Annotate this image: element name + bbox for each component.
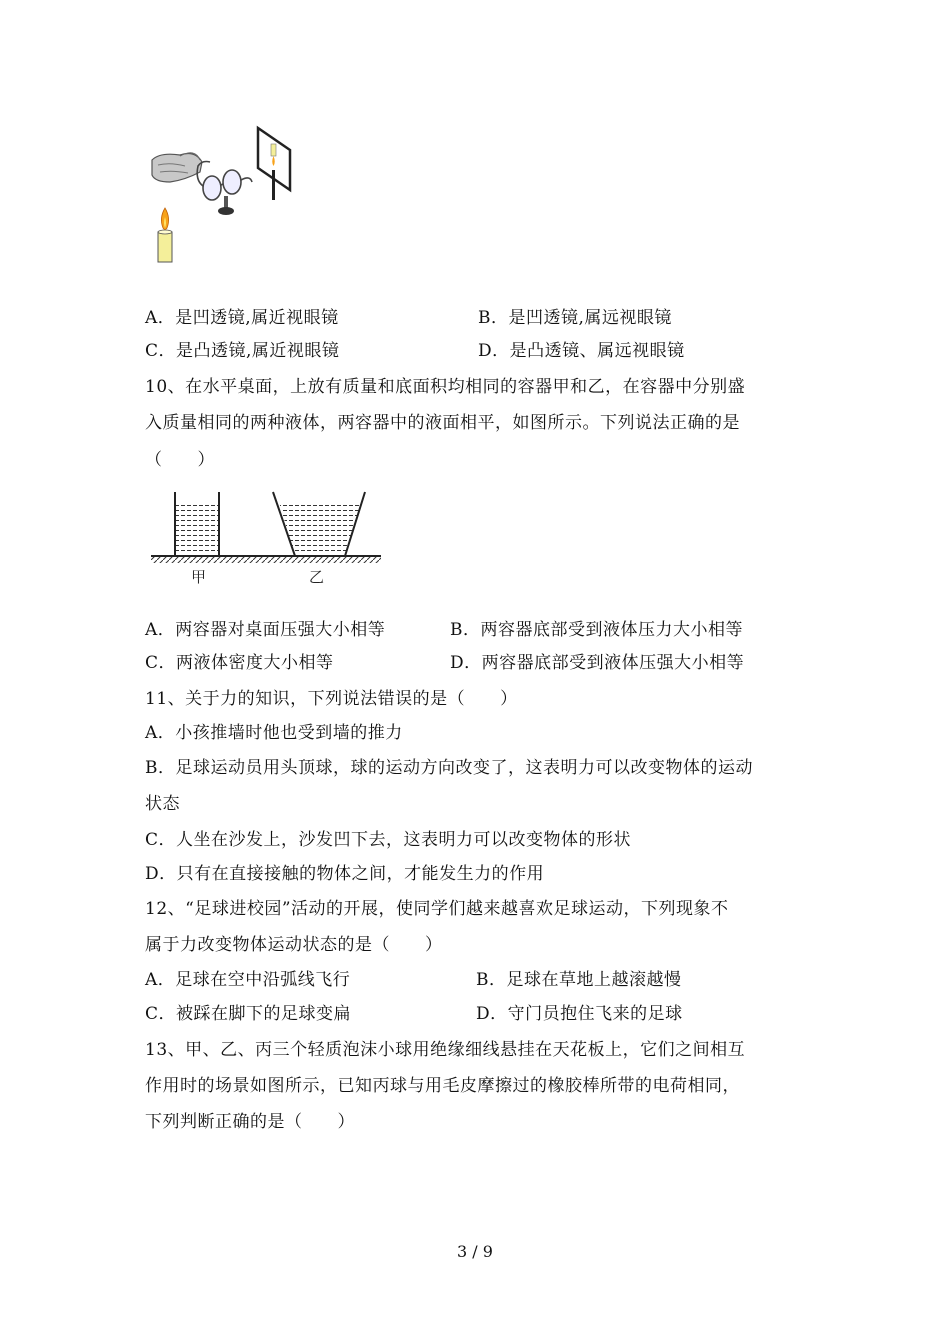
q10-option-b: B．两容器底部受到液体压力大小相等 <box>450 620 743 640</box>
q12-option-a: A．足球在空中沿弧线飞行 <box>145 970 351 990</box>
two-containers-figure <box>145 488 385 588</box>
q9-option-b: B．是凹透镜,属远视眼镜 <box>478 308 672 328</box>
q13-stem-line3: 下列判断正确的是（ ） <box>145 1112 355 1132</box>
q12-option-c: C．被踩在脚下的足球变扁 <box>145 1004 352 1024</box>
q10-option-d: D．两容器底部受到液体压强大小相等 <box>450 653 745 673</box>
page-number: 3 / 9 <box>457 1242 493 1261</box>
q10-stem-line1: 10、在水平桌面，上放有质量和底面积均相同的容器甲和乙，在容器中分别盛 <box>145 377 746 397</box>
q11-option-c: C．人坐在沙发上，沙发凹下去，这表明力可以改变物体的形状 <box>145 830 632 850</box>
q12-stem-line2: 属于力改变物体运动状态的是（ ） <box>145 935 443 955</box>
label-jia: 甲 <box>191 568 207 586</box>
q10-stem-line2: 入质量相同的两种液体，两容器中的液面相平，如图所示。下列说法正确的是 <box>145 413 740 433</box>
q11-stem: 11、关于力的知识，下列说法错误的是（ ） <box>145 689 518 709</box>
q13-stem-line1: 13、甲、乙、丙三个轻质泡沫小球用绝缘细线悬挂在天花板上，它们之间相互 <box>145 1040 746 1060</box>
q11-option-b-line1: B．足球运动员用头顶球，球的运动方向改变了，这表明力可以改变物体的运动 <box>145 758 753 778</box>
q12-option-b: B．足球在草地上越滚越慢 <box>476 970 682 990</box>
q10-option-a: A．两容器对桌面压强大小相等 <box>145 620 386 640</box>
q11-option-a: A．小孩推墙时他也受到墙的推力 <box>145 723 403 743</box>
q11-option-b-line2: 状态 <box>145 794 180 814</box>
q11-option-d: D．只有在直接接触的物体之间，才能发生力的作用 <box>145 864 545 884</box>
q10-option-c: C．两液体密度大小相等 <box>145 653 334 673</box>
label-yi: 乙 <box>309 568 325 586</box>
q12-stem-line1: 12、“足球进校园”活动的开展，使同学们越来越喜欢足球运动，下列现象不 <box>145 899 729 919</box>
lens-candle-screen-figure <box>140 120 310 270</box>
q9-option-c: C．是凸透镜,属近视眼镜 <box>145 341 340 361</box>
q10-stem-line3: （ ） <box>145 450 215 470</box>
q9-option-d: D．是凸透镜、属远视眼镜 <box>478 341 685 361</box>
q12-option-d: D．守门员抱住飞来的足球 <box>476 1004 683 1024</box>
q9-option-a: A．是凹透镜,属近视眼镜 <box>145 308 339 328</box>
q13-stem-line2: 作用时的场景如图所示，已知丙球与用毛皮摩擦过的橡胶棒所带的电荷相同， <box>145 1076 740 1096</box>
